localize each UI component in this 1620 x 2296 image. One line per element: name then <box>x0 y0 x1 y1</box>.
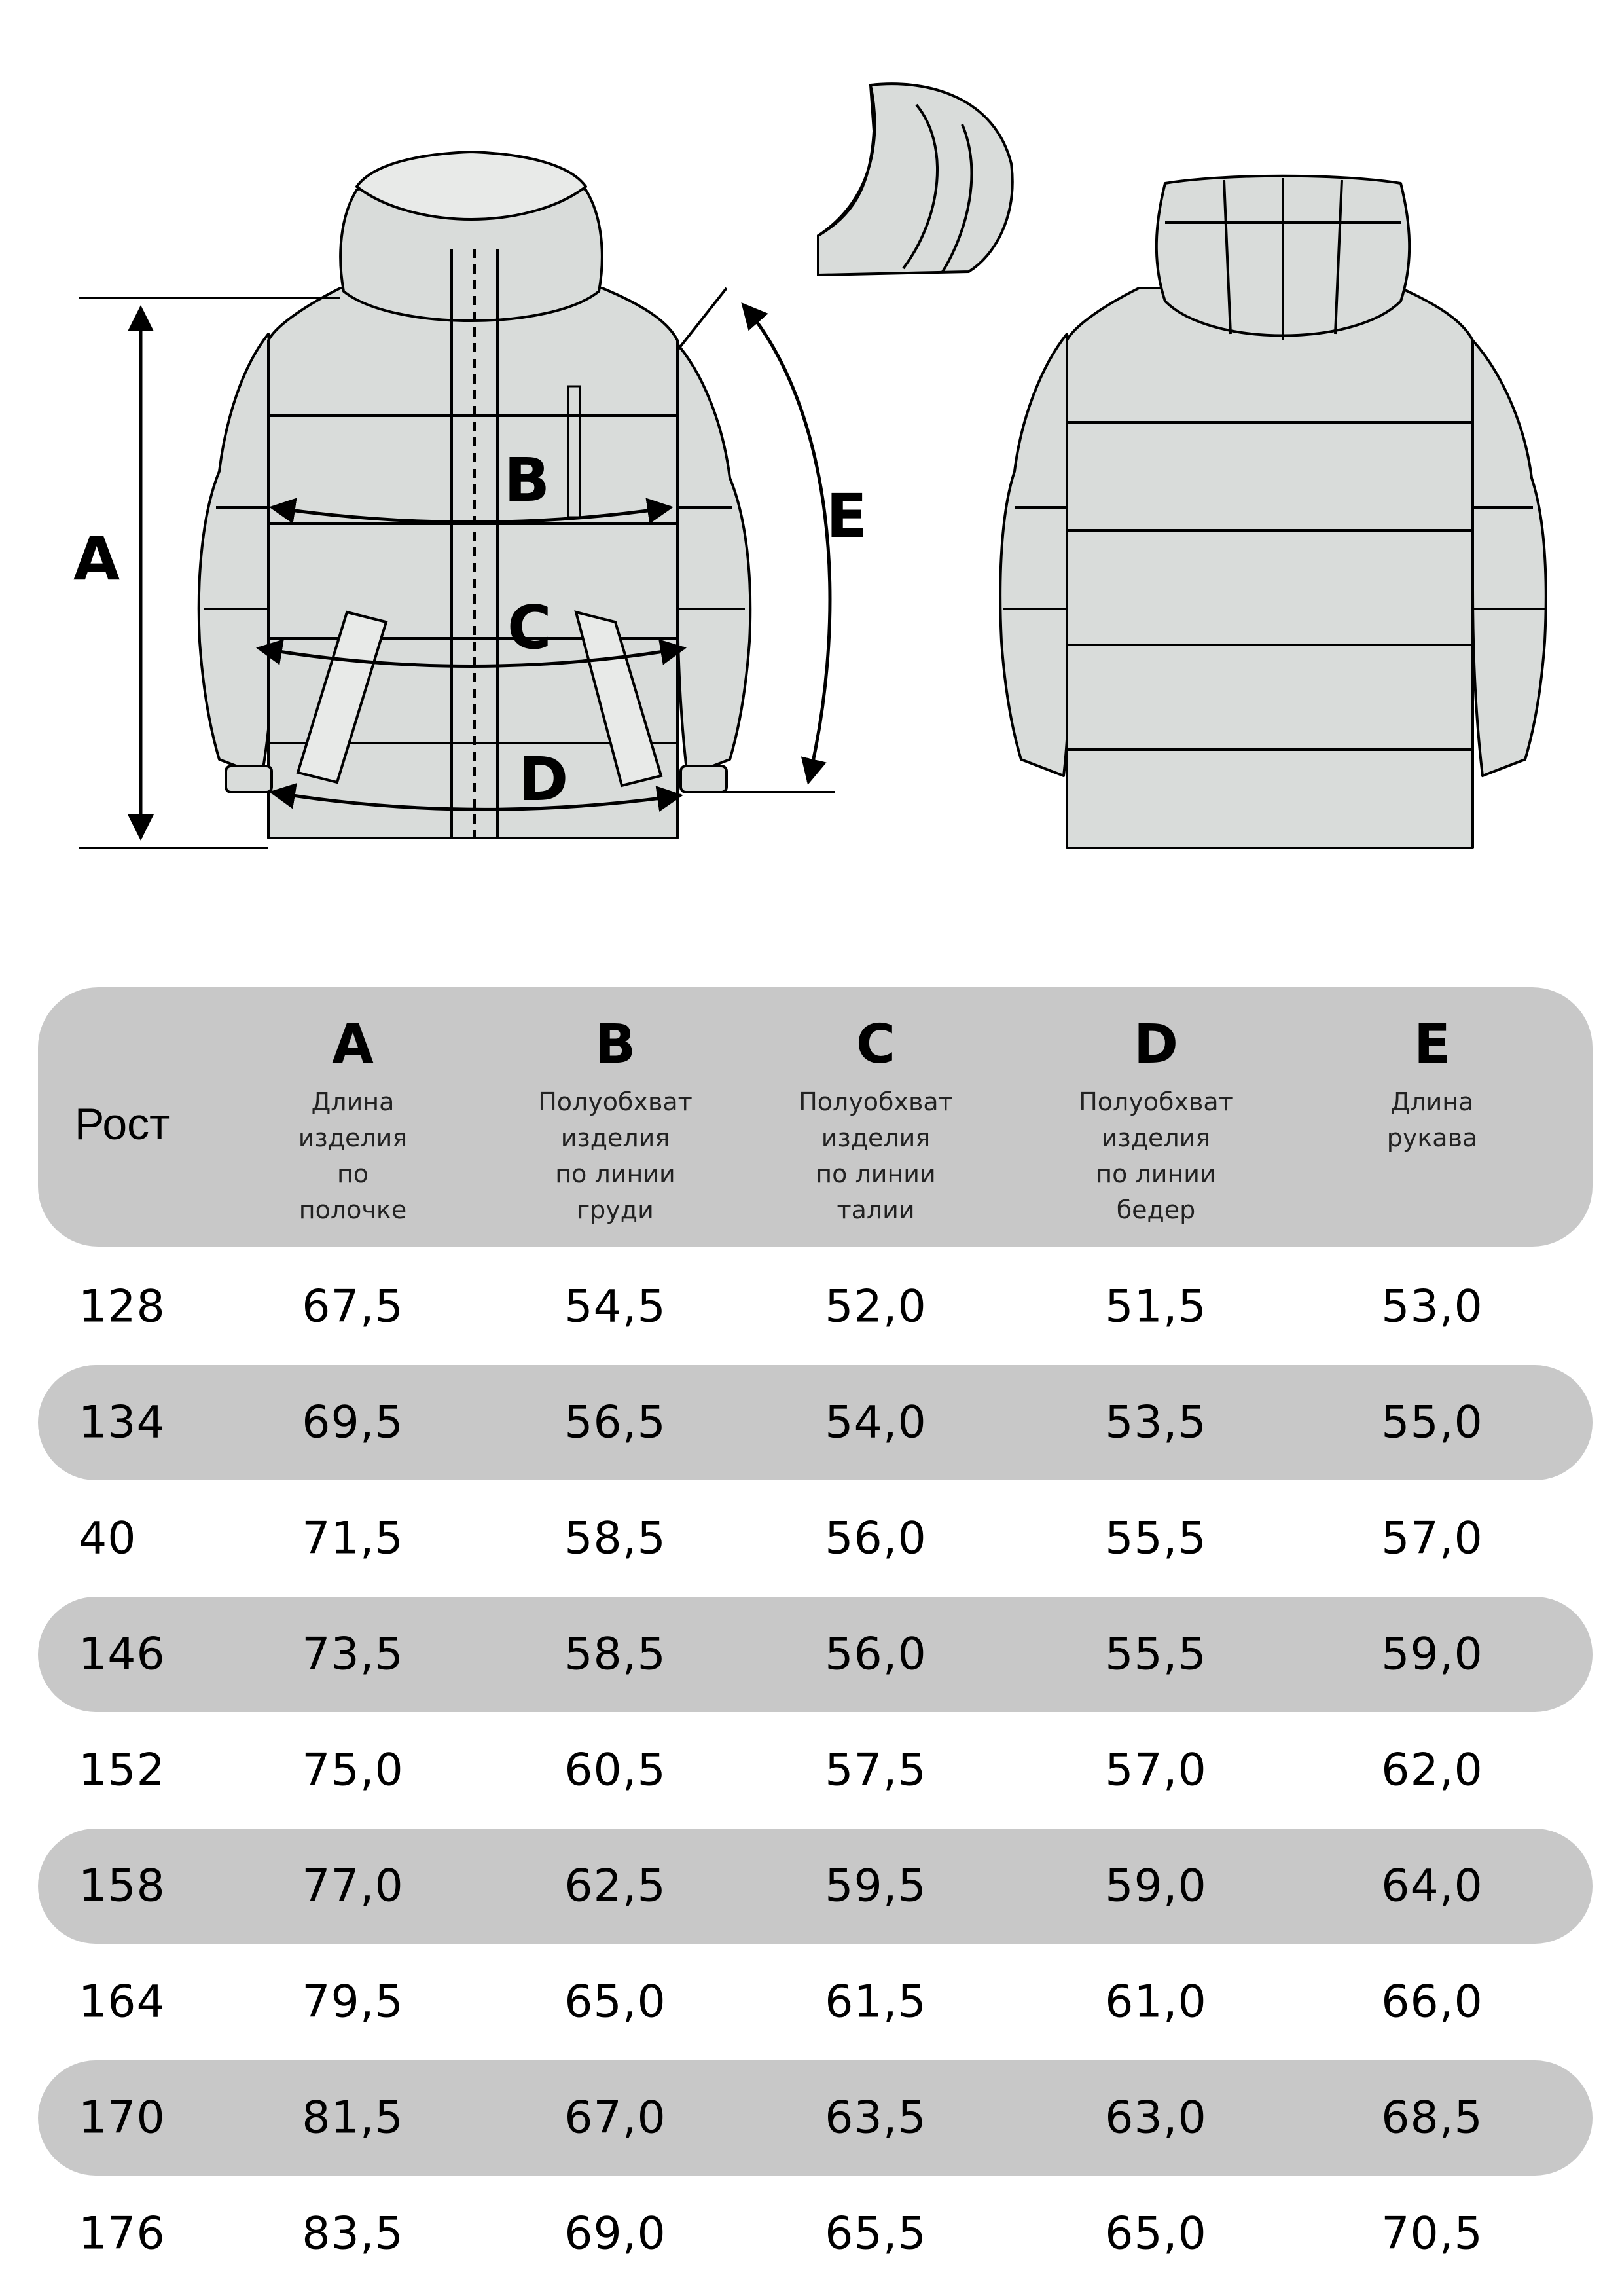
value-cell-e: 53,0 <box>1381 1281 1483 1333</box>
value-cell-d: 57,0 <box>1105 1744 1207 1796</box>
value-cell-d: 51,5 <box>1105 1281 1207 1333</box>
table-row <box>38 2176 1593 2291</box>
value-cell-e: 55,0 <box>1381 1396 1483 1449</box>
value-cell-d: 53,5 <box>1105 1396 1207 1449</box>
jacket-measurement-diagram <box>0 0 1620 917</box>
size-cell: 146 <box>79 1628 166 1681</box>
value-cell-d: 65,0 <box>1105 2208 1207 2260</box>
value-cell-d: 55,5 <box>1105 1512 1207 1565</box>
table-header <box>38 987 1593 1247</box>
table-row <box>38 1597 1593 1712</box>
value-cell-e: 57,0 <box>1381 1512 1483 1565</box>
size-cell: 134 <box>79 1396 166 1449</box>
value-cell-c: 52,0 <box>825 1281 927 1333</box>
table-row <box>38 1829 1593 1944</box>
value-cell-d: 55,5 <box>1105 1628 1207 1681</box>
column-header-e: E Длина рукава <box>1386 1013 1478 1152</box>
value-cell-c: 56,0 <box>825 1512 927 1565</box>
column-header-b: B Полуобхват изделия по линии груди <box>538 1013 693 1224</box>
value-cell-a: 73,5 <box>302 1628 404 1681</box>
value-cell-e: 68,5 <box>1381 2092 1483 2144</box>
value-cell-a: 71,5 <box>302 1512 404 1565</box>
table-row <box>38 1713 1593 1828</box>
label-c: C <box>507 592 552 663</box>
column-header-a: A Длина изделия по полочке <box>298 1013 408 1224</box>
value-cell-c: 54,0 <box>825 1396 927 1449</box>
value-cell-b: 67,0 <box>564 2092 666 2144</box>
column-header-d: D Полуобхват изделия по линии бедер <box>1079 1013 1233 1224</box>
value-cell-c: 59,5 <box>825 1860 927 1912</box>
hood-detail-drawing <box>818 84 1013 275</box>
value-cell-c: 57,5 <box>825 1744 927 1796</box>
size-column-header: Рост <box>75 1099 170 1149</box>
size-cell: 152 <box>79 1744 166 1796</box>
value-cell-b: 58,5 <box>564 1628 666 1681</box>
column-header-c: C Полуобхват изделия по линии талии <box>799 1013 953 1224</box>
value-cell-c: 56,0 <box>825 1628 927 1681</box>
size-cell: 158 <box>79 1860 166 1912</box>
value-cell-a: 67,5 <box>302 1281 404 1333</box>
table-row <box>38 1365 1593 1480</box>
value-cell-b: 60,5 <box>564 1744 666 1796</box>
value-cell-a: 79,5 <box>302 1976 404 2028</box>
size-cell: 164 <box>79 1976 166 2028</box>
value-cell-e: 70,5 <box>1381 2208 1483 2260</box>
value-cell-e: 64,0 <box>1381 1860 1483 1912</box>
value-cell-e: 62,0 <box>1381 1744 1483 1796</box>
label-d: D <box>518 744 569 814</box>
size-cell: 170 <box>79 2092 166 2144</box>
value-cell-b: 56,5 <box>564 1396 666 1449</box>
label-e: E <box>826 481 867 551</box>
size-cell: 176 <box>79 2208 166 2260</box>
table-row <box>38 1249 1593 1364</box>
value-cell-b: 58,5 <box>564 1512 666 1565</box>
value-cell-d: 59,0 <box>1105 1860 1207 1912</box>
value-cell-d: 63,0 <box>1105 2092 1207 2144</box>
value-cell-a: 81,5 <box>302 2092 404 2144</box>
value-cell-b: 54,5 <box>564 1281 666 1333</box>
value-cell-b: 69,0 <box>564 2208 666 2260</box>
value-cell-c: 65,5 <box>825 2208 927 2260</box>
value-cell-c: 63,5 <box>825 2092 927 2144</box>
label-a: A <box>73 524 120 594</box>
label-b: B <box>504 445 550 515</box>
value-cell-e: 59,0 <box>1381 1628 1483 1681</box>
value-cell-b: 65,0 <box>564 1976 666 2028</box>
table-row <box>38 1944 1593 2060</box>
size-cell: 128 <box>79 1281 166 1333</box>
value-cell-a: 69,5 <box>302 1396 404 1449</box>
value-cell-c: 61,5 <box>825 1976 927 2028</box>
value-cell-d: 61,0 <box>1105 1976 1207 2028</box>
table-row <box>38 2060 1593 2176</box>
jacket-back-drawing <box>1000 176 1546 848</box>
value-cell-b: 62,5 <box>564 1860 666 1912</box>
value-cell-a: 83,5 <box>302 2208 404 2260</box>
value-cell-a: 77,0 <box>302 1860 404 1912</box>
table-row <box>38 1481 1593 1596</box>
size-cell: 40 <box>79 1512 137 1565</box>
value-cell-e: 66,0 <box>1381 1976 1483 2028</box>
value-cell-a: 75,0 <box>302 1744 404 1796</box>
